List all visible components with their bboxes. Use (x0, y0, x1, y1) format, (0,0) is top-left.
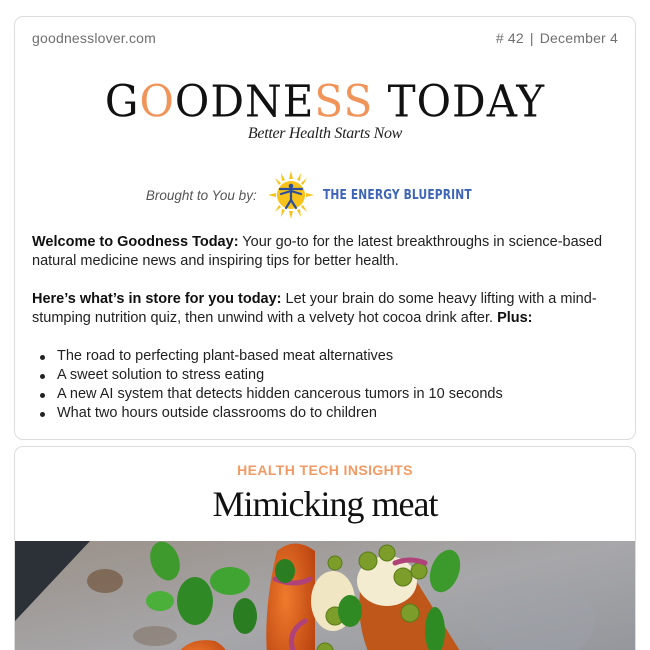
masthead-logo-title[interactable]: GOODNESS TODAY (104, 75, 546, 128)
welcome-paragraph (32, 233, 618, 271)
today-text: Let your brain do some heavy lifting with a mind-stumping nutrition quiz, then unwind with a velvety hot cocoa drink after. (32, 291, 597, 326)
masthead (15, 75, 635, 143)
today-lead: Here’s what’s in store for you today: (32, 291, 282, 307)
sun-vitruvian-man-icon (267, 170, 315, 220)
list-item: A new AI system that detects hidden cancerous tumors in 10 seconds (37, 385, 618, 404)
list-item: The road to perfecting plant-based meat alternatives (37, 347, 618, 366)
list-item: A sweet solution to stress eating (37, 366, 618, 385)
intro-body (32, 233, 618, 423)
today-paragraph (32, 290, 618, 328)
article-headline[interactable]: Mimicking meat (212, 484, 438, 524)
sponsor-banner[interactable] (15, 170, 635, 220)
article-card (14, 446, 636, 650)
issue-separator: | (529, 30, 534, 46)
welcome-text: Your go-to for the latest breakthroughs in science-based natural medicine news and inspiring tips for better health. (32, 234, 603, 269)
section-label: HEALTH TECH INSIGHTS (237, 462, 413, 478)
issue-info (496, 30, 618, 46)
welcome-lead: Welcome to Goodness Today: (32, 234, 239, 250)
newsletter-topbar (32, 30, 618, 46)
masthead-tagline: Better Health Starts Now (247, 125, 403, 142)
list-item: What two hours outside classrooms do to children (37, 404, 618, 423)
highlights-list (37, 347, 618, 423)
site-link[interactable]: goodnesslover.com (32, 30, 157, 46)
issue-date: December 4 (539, 30, 618, 46)
article-hero-image[interactable] (15, 541, 635, 650)
sponsor-brand-name[interactable]: THE ENERGY BLUEPRINT (322, 187, 472, 203)
issue-number: # 42 (495, 30, 524, 46)
newsletter-intro-card (14, 16, 636, 440)
sponsor-label: Brought to You by: (145, 187, 257, 203)
plus-label: Plus: (497, 310, 533, 326)
food-photo-illustration (15, 541, 635, 650)
